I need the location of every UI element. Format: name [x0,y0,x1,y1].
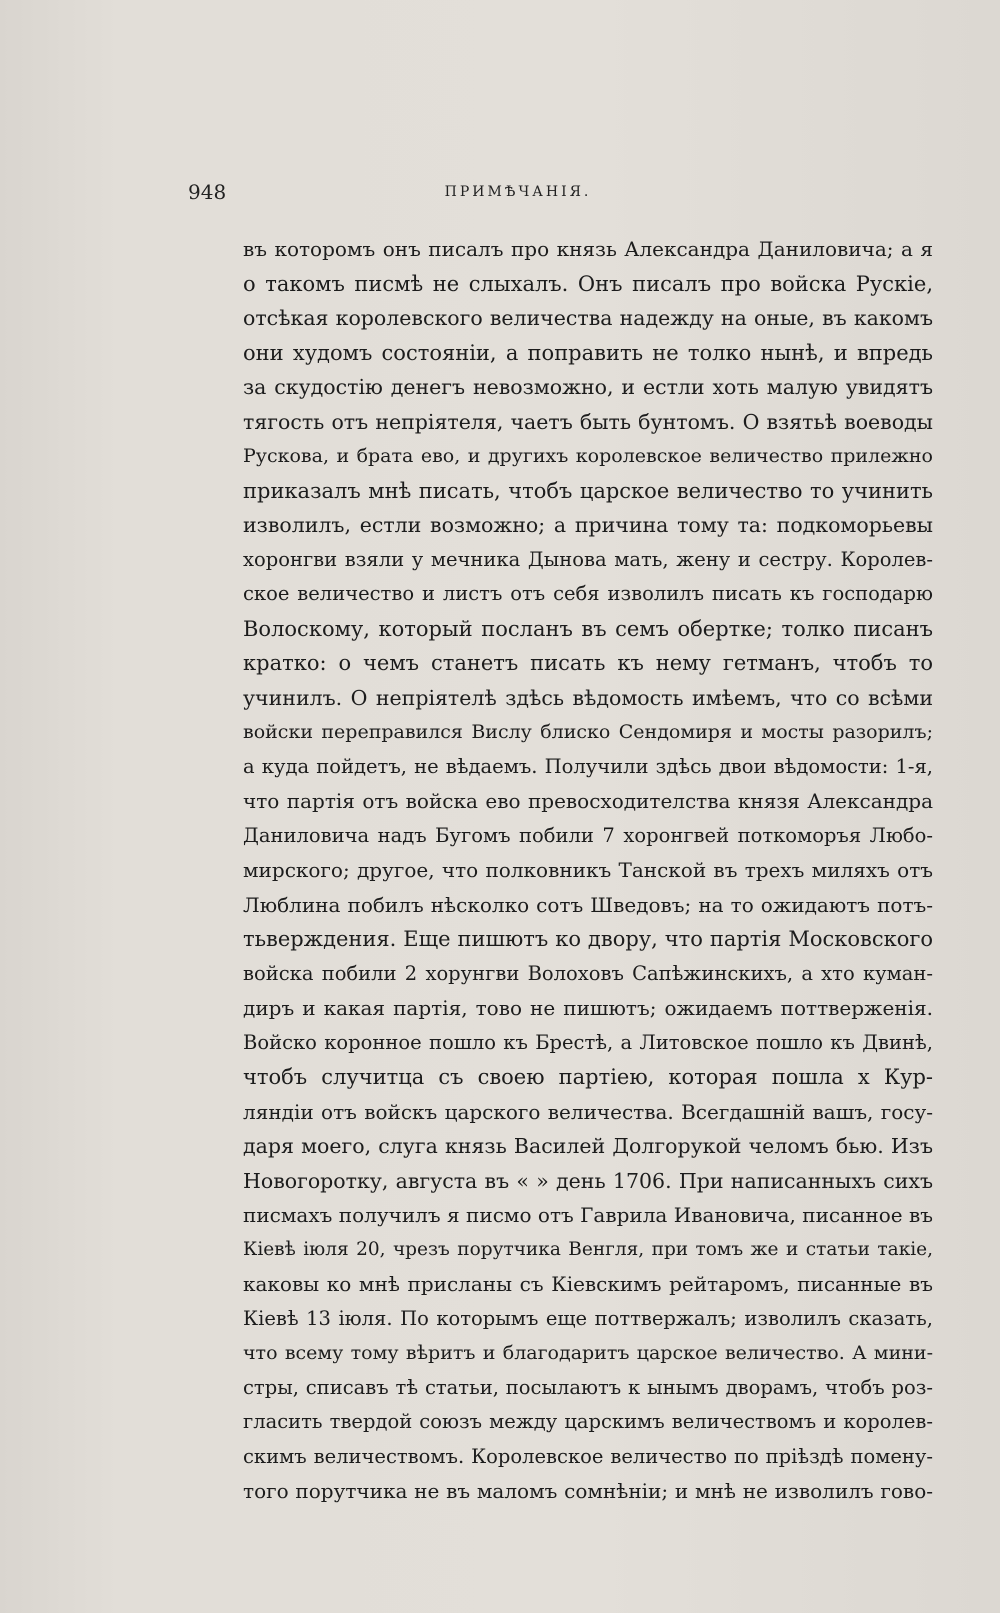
text-line: Новогоротку, августа въ « » день 1706. При написанныхъ сихъ [243,1168,933,1193]
text-line: Войско коронное пошло къ Брестѣ, а Литовское пошло къ Двинѣ, [243,1030,933,1054]
running-head: ПРИМѢЧАНІЯ. [444,184,592,200]
text-line: ское величество и листъ отъ себя изволилъ писать къ господарю [243,582,933,605]
text-line: гласить твердой союзъ между царскимъ величествомъ и королев- [243,1410,933,1433]
text-line: войски переправился Вислу блиско Сендомиря и мосты разорилъ; [243,721,933,743]
text-line: отсѣкая королевского величества надежду на оные, въ какомъ [243,306,933,330]
text-line: что всему тому вѣритъ и благодаритъ царское величество. А мини- [243,1342,933,1364]
text-line: Люблина побилъ нѣсколко сотъ Шведовъ; на то ожидаютъ потъ- [243,892,933,917]
text-line: что партія отъ войска ево превосходителства князя Александра [243,789,933,813]
text-line: за скудостію денегъ невозможно, и естли хоть малую увидятъ [243,375,933,399]
text-line: они худомъ состояніи, а поправить не толко нынѣ, и впредь [243,340,933,365]
text-line: тьверждения. Еще пишютъ ко двору, что партія Московского [243,927,933,951]
text-line: того порутчика не въ маломъ сомнѣніи; и мнѣ не изволилъ гово- [243,1479,933,1503]
text-line: въ которомъ онъ писалъ про князь Александра Даниловича; а я [243,237,933,261]
text-line: о такомъ писмѣ не слыхалъ. Онъ писалъ про войска Рускіе, [243,271,933,296]
text-line: Рускова, и брата ево, и другихъ королевское величество прилежно [243,445,933,467]
text-line: войска побили 2 хорунгви Волоховъ Сапѣжинскихъ, а хто куман- [243,961,933,985]
text-line: мирского; другое, что полковникъ Танской въ трехъ миляхъ отъ [243,858,933,882]
text-line: изволилъ, естли возможно; а причина тому та: подкоморьевы [243,513,933,537]
page-number: 948 [188,180,227,204]
text-line: стры, списавъ тѣ статьи, посылаютъ к ынымъ дворамъ, чтобъ роз- [243,1375,933,1399]
text-line: чтобъ случитца съ своею партіею, которая пошла х Кур- [243,1065,933,1089]
text-line: даря моего, слуга князь Василей Долгорукой челомъ бью. Изъ [243,1134,933,1158]
text-line: Кіевѣ 13 іюля. По которымъ еще поттвержалъ; изволилъ сказать, [243,1306,933,1330]
text-line: скимъ величествомъ. Королевское величество по пріѣздѣ помену- [243,1444,933,1468]
text-line: Кіевѣ іюля 20, чрезъ порутчика Венгля, при томъ же и статьи такіе, [243,1238,933,1260]
text-line: приказалъ мнѣ писать, чтобъ царское величество то учинить [243,478,933,503]
text-line: Волоскому, который посланъ въ семъ обертке; толко писанъ [243,616,933,641]
body-text [243,232,933,1509]
text-line: хоронгви взяли у мечника Дынова мать, жену и сестру. Королев- [243,547,933,571]
text-line: ляндіи отъ войскъ царского величества. Всегдашній вашъ, госу- [243,1099,933,1124]
text-line: учинилъ. О непріятелѣ здѣсь вѣдомость имѣемъ, что со всѣми [243,685,933,710]
text-line: тягость отъ непріятеля, чаетъ быть бунтомъ. О взятьѣ воеводы [243,409,933,434]
text-line: диръ и какая партія, тово не пишютъ; ожидаемъ поттверженія. [243,996,933,1020]
text-line: каковы ко мнѣ присланы съ Кіевскимъ рейтаромъ, писанные въ [243,1272,933,1296]
page-header [188,180,928,210]
text-line: Даниловича надъ Бугомъ побили 7 хоронгвей поткоморъя Любо- [243,823,933,847]
text-line: кратко: о чемъ станетъ писать къ нему гетманъ, чтобъ то [243,651,933,675]
text-line: писмахъ получилъ я писмо отъ Гаврила Ивановича, писанное въ [243,1203,933,1227]
text-line: а куда пойдетъ, не вѣдаемъ. Получили здѣсь двои вѣдомости: 1-я, [243,754,933,778]
